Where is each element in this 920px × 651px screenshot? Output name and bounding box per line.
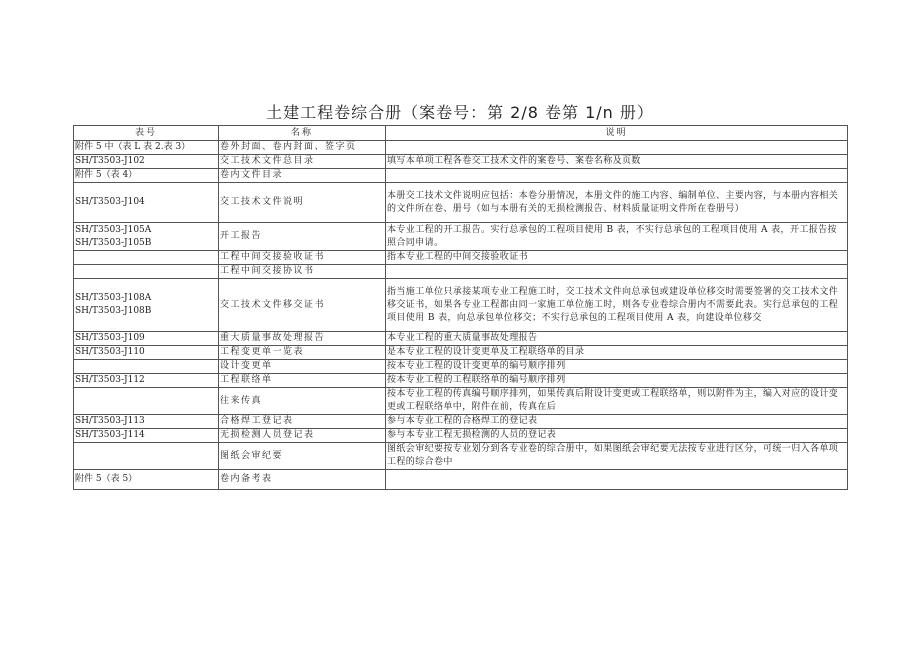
- code-line: SH/T3503-J105B: [75, 237, 152, 248]
- cell-code: [74, 429, 219, 443]
- cell-name: 设计变更单: [219, 360, 386, 374]
- code-line: SH/T3503-J105A: [75, 224, 152, 235]
- cell-name: 卷外封面、卷内封面、签字页: [219, 141, 386, 155]
- table-row: [74, 415, 848, 429]
- code-line: 附件 5（表 4）: [75, 170, 138, 180]
- cell-name: 交工技术文件说明: [219, 183, 386, 223]
- header-code: 表号: [74, 126, 219, 141]
- cell-code: [74, 443, 219, 470]
- cell-code: [74, 388, 219, 415]
- cell-desc: 按本专业工程的设计变更单的编号顺序排列: [386, 360, 848, 374]
- cell-desc: 参与本专业工程无损检测的人员的登记表: [386, 429, 848, 443]
- code-line: SH/T3503-J113: [75, 416, 145, 426]
- cell-desc: 参与本专业工程的合格焊工的登记表: [386, 415, 848, 429]
- cell-desc: 本册交工技术文件说明应包括：本卷分册情况，本册文件的施工内容、编制单位、主要内容，与本册内容相关的文件所在卷、册号（如与本册有关的无损检测报告、材料质量证明文件所在卷册号）: [386, 183, 848, 223]
- cell-name: 工程联络单: [219, 374, 386, 388]
- table-row: [74, 183, 848, 223]
- code-line: SH/T3503-J114: [75, 430, 145, 440]
- table-row: [74, 169, 848, 183]
- cell-code: [74, 265, 219, 279]
- cell-desc: 填写本单项工程各卷交工技术文件的案卷号、案卷名称及页数: [386, 155, 848, 169]
- cell-desc: [386, 265, 848, 279]
- cell-desc: 本专业工程的重大质量事故处理报告: [386, 332, 848, 346]
- table-row: [74, 443, 848, 470]
- code-line: SH/T3503-J109: [75, 333, 145, 343]
- cell-name: 图纸会审纪要: [219, 443, 386, 470]
- cell-code: [74, 374, 219, 388]
- cell-desc: [386, 470, 848, 490]
- code-line: SH/T3503-J104: [75, 197, 145, 207]
- cell-name: 往来传真: [219, 388, 386, 415]
- cell-code: [74, 279, 219, 332]
- cell-code: [74, 183, 219, 223]
- cell-code: [74, 415, 219, 429]
- cell-name: 工程变更单一览表: [219, 346, 386, 360]
- code-line: 附件 5 中（表 L 表 2.表 3）: [75, 142, 191, 152]
- table-row: [74, 141, 848, 155]
- table-row: [74, 360, 848, 374]
- cell-desc: [386, 141, 848, 155]
- code-line: SH/T3503-J102: [75, 156, 145, 166]
- code-line: SH/T3503-J108B: [75, 306, 152, 316]
- table-header-row: [74, 126, 848, 141]
- table-row: [74, 470, 848, 490]
- header-name: 名称: [219, 126, 386, 141]
- cell-desc: 指本专业工程的中间交接验收证书: [386, 251, 848, 265]
- cell-desc: 按本专业工程的传真编号顺序排列，如果传真后附设计变更或工程联络单，则以附件为主，编入对应的设计变更或工程联络单中，附件在前，传真在后: [386, 388, 848, 415]
- cell-code: [74, 141, 219, 155]
- cell-desc: 是本专业工程的设计变更单及工程联络单的目录: [386, 346, 848, 360]
- table-row: [74, 346, 848, 360]
- register-table: [73, 125, 848, 490]
- cell-code: [74, 251, 219, 265]
- cell-code: [74, 169, 219, 183]
- cell-code: [74, 360, 219, 374]
- code-line: SH/T3503-J112: [75, 375, 145, 385]
- cell-code: [74, 223, 219, 251]
- cell-name: 交工技术文件移交证书: [219, 279, 386, 332]
- table-row: [74, 223, 848, 251]
- table-row: [74, 332, 848, 346]
- cell-code: [74, 155, 219, 169]
- table-row: [74, 429, 848, 443]
- table-row: [74, 374, 848, 388]
- cell-name: 开工报告: [219, 223, 386, 251]
- table-row: [74, 155, 848, 169]
- cell-desc: [386, 169, 848, 183]
- table-row: [74, 265, 848, 279]
- cell-name: 重大质量事故处理报告: [219, 332, 386, 346]
- cell-name: 工程中间交接验收证书: [219, 251, 386, 265]
- cell-desc: 按本专业工程的工程联络单的编号顺序排列: [386, 374, 848, 388]
- code-line: 附件 5（表 5）: [75, 474, 138, 484]
- cell-code: [74, 470, 219, 490]
- page-title: 土建工程卷综合册（案卷号：第 2/8 卷第 1/n 册）: [266, 103, 654, 122]
- code-line: SH/T3503-J108A: [75, 293, 152, 303]
- table-row: [74, 388, 848, 415]
- cell-code: [74, 346, 219, 360]
- table-row: [74, 251, 848, 265]
- cell-desc: 指当施工单位只承接某项专业工程施工时，交工技术文件向总承包或建设单位移交时需要签署的交工技术文件移交证书，如果各专业工程都由同一家施工单位施工时，则各专业卷综合册内不需要此表。实行总承包的工程项目使用 B 表，向总承包单位移交；不实行总承包的工程项目使用 A 表，向建设单位移交: [386, 279, 848, 332]
- cell-desc: 本专业工程的开工报告。实行总承包的工程项目使用 B 表，不实行总承包的工程项目使用 A 表，开工报告按照合同申请。: [386, 223, 848, 251]
- cell-name: 合格焊工登记表: [219, 415, 386, 429]
- cell-name: 卷内备考表: [219, 470, 386, 490]
- cell-desc: 图纸会审纪要按专业划分到各专业卷的综合册中，如果图纸会审纪要无法按专业进行区分，可统一归入各单项工程的综合卷中: [386, 443, 848, 470]
- cell-name: 无损检测人员登记表: [219, 429, 386, 443]
- header-desc: 说明: [386, 126, 848, 141]
- cell-name: 工程中间交接协议书: [219, 265, 386, 279]
- code-line: SH/T3503-J110: [75, 347, 145, 357]
- cell-code: [74, 332, 219, 346]
- cell-name: 交工技术文件总目录: [219, 155, 386, 169]
- table-row: [74, 279, 848, 332]
- cell-name: 卷内文件目录: [219, 169, 386, 183]
